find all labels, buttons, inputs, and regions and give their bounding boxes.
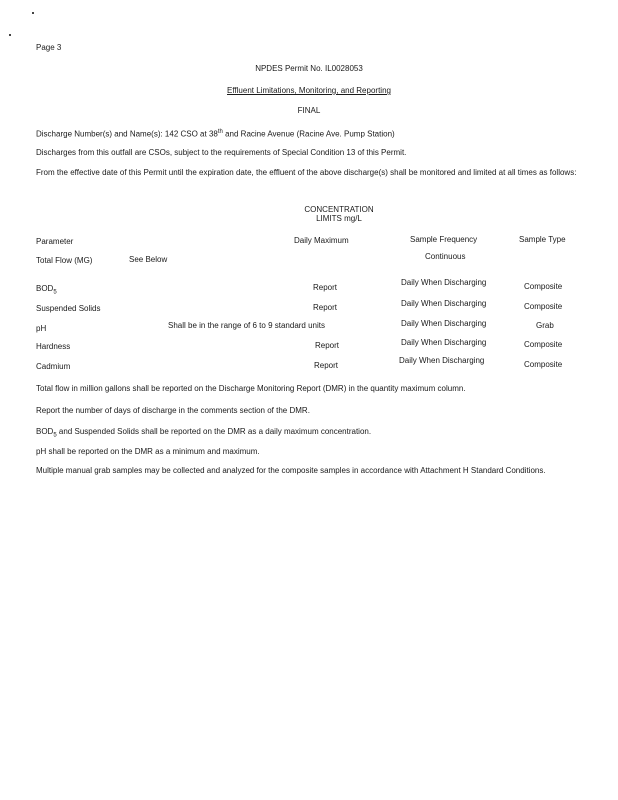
row-frequency: Daily When Discharging xyxy=(399,356,485,365)
row-parameter: Hardness xyxy=(36,342,71,351)
scan-speck xyxy=(32,12,34,14)
row-type: Composite xyxy=(524,340,563,349)
row-frequency: Daily When Discharging xyxy=(401,299,487,308)
row-frequency: Continuous xyxy=(425,252,466,261)
row-daily-max: Report xyxy=(313,283,338,292)
note-ph: pH shall be reported on the DMR as a minimum and maximum. xyxy=(36,447,260,456)
row-daily-max: See Below xyxy=(129,255,168,264)
row-parameter: pH xyxy=(36,324,47,333)
row-daily-max: Report xyxy=(314,361,339,370)
concentration-header-1: CONCENTRATION xyxy=(304,205,374,214)
section-title: Effluent Limitations, Monitoring, and Reporting xyxy=(227,86,391,95)
row-daily-max: Report xyxy=(315,341,340,350)
effective-note: From the effective date of this Permit until the expiration date, the effluent of the above discharge(s) shall be monitored and limited at all times as follows: xyxy=(36,168,577,177)
row-type: Composite xyxy=(524,360,563,369)
row-parameter: Suspended Solids xyxy=(36,304,101,313)
discharge-prefix: Discharge Number(s) and Name(s): 142 CSO at 38 xyxy=(36,129,218,139)
note-days-discharge: Report the number of days of discharge in the comments section of the DMR. xyxy=(36,406,310,415)
status-final: FINAL xyxy=(297,106,321,115)
row-parameter: Cadmium xyxy=(36,362,71,371)
row-daily-max: Shall be in the range of 6 to 9 standard units xyxy=(168,321,325,330)
note-total-flow: Total flow in million gallons shall be reported on the Discharge Monitoring Report (DMR) in the quantity maximum column. xyxy=(36,384,466,393)
row-daily-max: Report xyxy=(313,303,338,312)
cso-note: Discharges from this outfall are CSOs, subject to the requirements of Special Condition 13 of this Permit. xyxy=(36,148,407,157)
header-frequency: Sample Frequency xyxy=(410,235,478,244)
note-bod-tss: $BOD_5$ and Suspended Solids shall be reported on the DMR as a daily maximum concentration. xyxy=(36,427,372,439)
row-frequency: Daily When Discharging xyxy=(401,278,487,287)
row-frequency: Daily When Discharging xyxy=(401,319,487,328)
row-type: Grab xyxy=(536,321,554,330)
header-type: Sample Type xyxy=(519,235,566,244)
header-daily-max: Daily Maximum xyxy=(294,236,349,245)
row-frequency: Daily When Discharging xyxy=(401,338,487,347)
discharge-line xyxy=(36,127,395,140)
permit-number: NPDES Permit No. IL0028053 xyxy=(255,64,363,73)
discharge-suffix: and Racine Avenue (Racine Ave. Pump Station) xyxy=(222,129,395,139)
scan-speck xyxy=(9,34,11,36)
page-label: Page 3 xyxy=(36,43,62,52)
row-type: Composite xyxy=(524,282,563,291)
concentration-header-2: LIMITS mg/L xyxy=(316,214,362,223)
row-parameter: Total Flow (MG) xyxy=(36,256,93,265)
row-parameter: $BOD_5$ xyxy=(36,284,57,296)
note-grab-samples: Multiple manual grab samples may be collected and analyzed for the composite samples in accordance with Attachment H Standard Conditions. xyxy=(36,466,546,475)
discharge-sup: th xyxy=(217,129,223,135)
row-type: Composite xyxy=(524,302,563,311)
header-parameter: Parameter xyxy=(36,237,74,246)
